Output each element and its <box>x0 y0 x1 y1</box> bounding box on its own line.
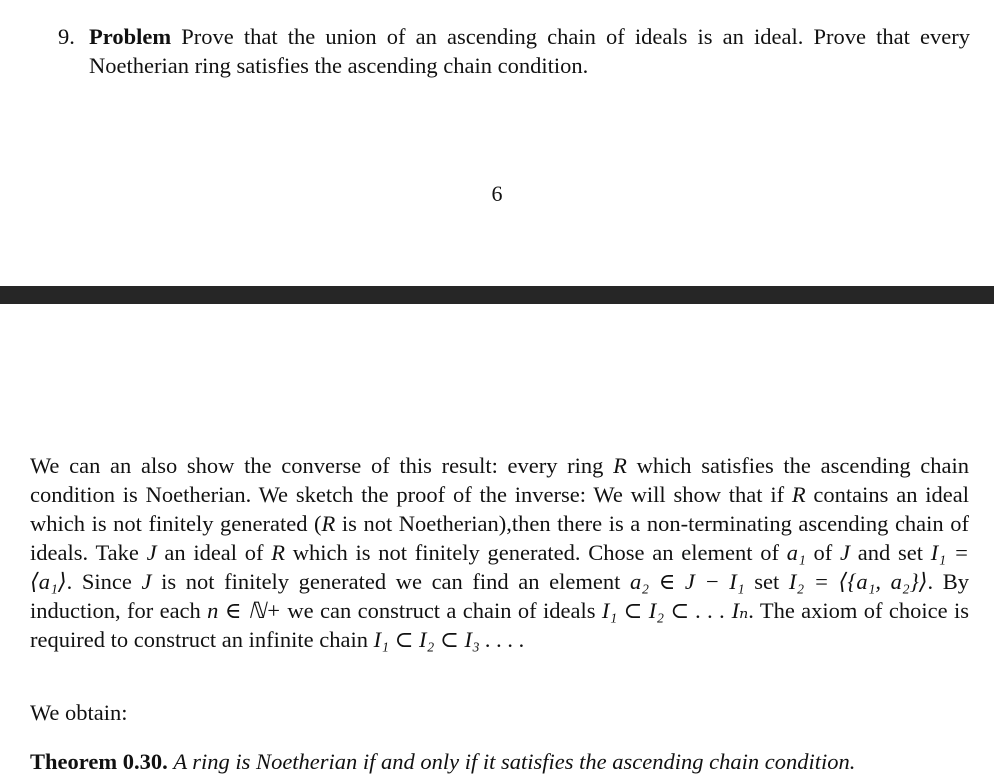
paragraph-text: is not finitely generated we can find an element <box>151 569 630 594</box>
problem-lead: Problem <box>89 24 172 49</box>
paragraph-text: . The axiom of choice is required to construct an infinite chain <box>30 598 969 652</box>
theorem-0-30 <box>30 747 990 776</box>
math-expression: R <box>321 511 336 536</box>
math-expression: R <box>613 453 627 478</box>
math-expression: I₂ = ⟨{a₁, a₂}⟩ <box>788 569 928 594</box>
problem-9 <box>58 22 970 80</box>
math-expression: I₁ ⊂ I₂ ⊂ I₃ . . . . <box>373 627 525 652</box>
paragraph-text: we can construct a chain of ideals <box>281 598 602 623</box>
math-expression: n ∈ ℕ+ <box>207 598 282 623</box>
math-expression: R <box>791 482 806 507</box>
problem-body <box>89 22 970 80</box>
paragraph-text: set <box>744 569 789 594</box>
converse-paragraph <box>30 451 969 654</box>
paragraph-text: contains an ideal which is not finitely generated ( <box>30 482 969 536</box>
paragraph-text: of <box>805 540 841 565</box>
math-expression: J <box>146 540 157 565</box>
paragraph-text: . By induction, for each <box>30 569 969 623</box>
page-divider <box>0 286 994 304</box>
paragraph-text: . Since <box>66 569 142 594</box>
paragraph-text: We can an also show the converse of this result: every ring <box>30 453 614 478</box>
theorem-text: A ring is Noetherian if and only if it satisfies the ascending chain condition. <box>173 749 856 774</box>
page-number: 6 <box>491 181 503 206</box>
top-page <box>0 0 994 286</box>
math-expression: a₁ <box>786 540 806 565</box>
paragraph-text: is not Noetherian),then there is a non-terminating ascending chain of ideals. Take <box>30 511 969 565</box>
math-expression: R <box>271 540 286 565</box>
theorem-label: Theorem 0.30. <box>30 749 168 774</box>
obtain-line: We obtain: <box>30 700 128 725</box>
math-expression: a₂ ∈ J − I₁ <box>629 569 745 594</box>
math-expression: I₁ = ⟨a₁⟩ <box>30 540 969 594</box>
paragraph-text: and set <box>850 540 931 565</box>
bottom-page <box>0 304 994 782</box>
paragraph-text: which is not finitely generated. Chose an element of <box>285 540 787 565</box>
paragraph-text: which satisfies the ascending chain condition is Noetherian. We sketch the proof of the inverse: We will show that if <box>30 453 970 507</box>
math-expression: J <box>141 569 152 594</box>
math-expression: J <box>840 540 851 565</box>
paragraph-text: an ideal of <box>156 540 272 565</box>
problem-text: Prove that the union of an ascending chain of ideals is an ideal. Prove that every Noetherian ring satisfies the ascending chain condition. <box>89 24 970 78</box>
math-expression: I₁ ⊂ I₂ ⊂ . . . Iₙ <box>601 598 749 623</box>
problem-number: 9. <box>58 24 75 49</box>
